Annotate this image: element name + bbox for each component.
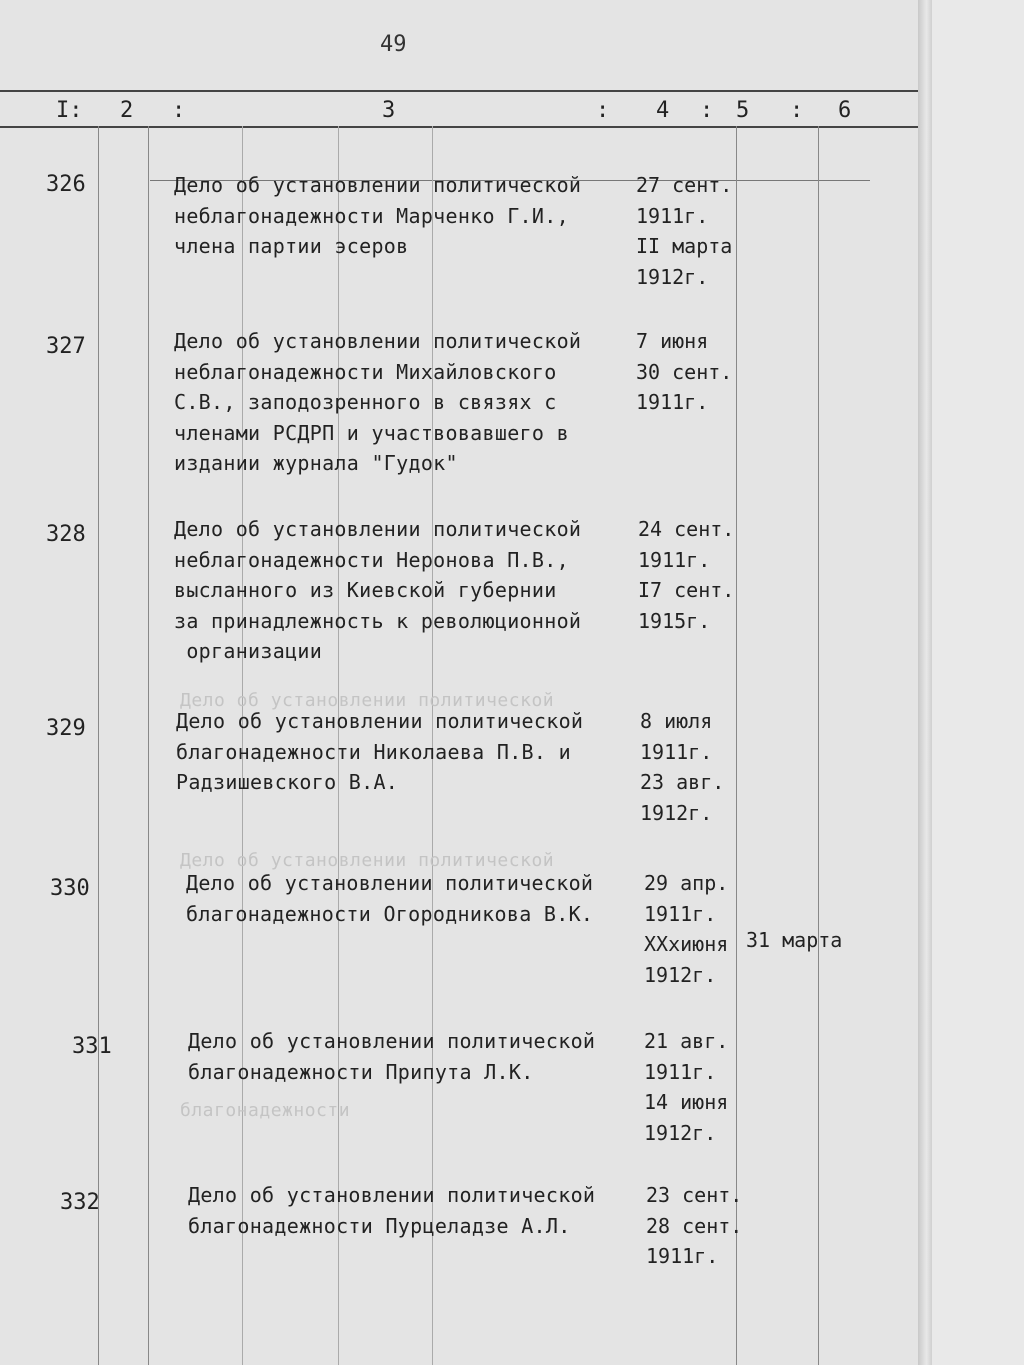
entry-number: 326 — [46, 172, 86, 197]
entry-description: Дело об установлении политической неблагонадежности Марченко Г.И., члена партии эсеров — [174, 173, 582, 258]
background-sheet — [932, 0, 1024, 1365]
entry-description: Дело об установлении политической неблагонадежности Неронова П.В., высланного из Киевской губернии за принадлежность к революционной организации — [174, 517, 582, 663]
entry-dates: 23 сент. 28 сент. 1911г. — [646, 1183, 743, 1268]
entry-number: 327 — [46, 334, 86, 359]
column-rule — [148, 126, 149, 1365]
entry-description: Дело об установлении политической благонадежности Припута Л.К. — [188, 1029, 596, 1084]
entry-number: 331 — [72, 1034, 112, 1059]
column-separator: : — [596, 98, 610, 123]
column-rule — [818, 126, 819, 1365]
entry-description: Дело об установлении политической благонадежности Николаева П.В. и Радзишевского В.А. — [176, 709, 584, 794]
column-number-4: 4 — [656, 98, 670, 123]
page-edge — [918, 0, 932, 1365]
header-rule-top — [0, 90, 920, 92]
column-separator: : — [700, 98, 714, 123]
column-number-6: 6 — [838, 98, 852, 123]
entry-dates: 7 июня 30 сент. 1911г. — [636, 329, 733, 414]
column-number-5: 5 — [736, 98, 750, 123]
entry-description: Дело об установлении политической благонадежности Пурцеладзе А.Л. — [188, 1183, 596, 1238]
entry-dates: 24 сент. 1911г. I7 сент. 1915г. — [638, 517, 735, 633]
column-number-1: I: — [56, 98, 83, 123]
column-number-2: 2 — [120, 98, 134, 123]
entry-number: 329 — [46, 716, 86, 741]
entry-number: 328 — [46, 522, 86, 547]
entry-number: 332 — [60, 1190, 100, 1215]
column-separator: : — [790, 98, 804, 123]
entry-dates: 27 сент. 1911г. II марта 1912г. — [636, 173, 733, 289]
entry-dates: 21 авг. 1911г. 14 июня 1912г. — [644, 1029, 729, 1145]
bleed-through-text: благонадежности — [180, 1100, 351, 1121]
entry-dates: 8 июля 1911г. 23 авг. 1912г. — [640, 709, 725, 825]
entry-dates: 29 апр. 1911г. XXxиюня 1912г. — [644, 871, 729, 987]
entry-number: 330 — [50, 876, 90, 901]
column-separator: : — [172, 98, 186, 123]
column-rule — [98, 126, 99, 1365]
entry-extra-date: 31 марта — [746, 928, 843, 952]
entry-description: Дело об установлении политической благонадежности Огородникова В.К. — [186, 871, 594, 926]
bleed-through-text: Дело об установлении политической — [180, 850, 555, 871]
header-rule-middle — [0, 126, 920, 128]
column-number-3: 3 — [382, 98, 396, 123]
entry-description: Дело об установлении политической неблагонадежности Михайловского С.В., заподозренного в связях с членами РСДРП и участвовавшего в издании журнала "Гудок" — [174, 329, 582, 475]
page-number: 49 — [380, 32, 407, 57]
bleed-through-text: Дело об установлении политической — [180, 690, 555, 711]
